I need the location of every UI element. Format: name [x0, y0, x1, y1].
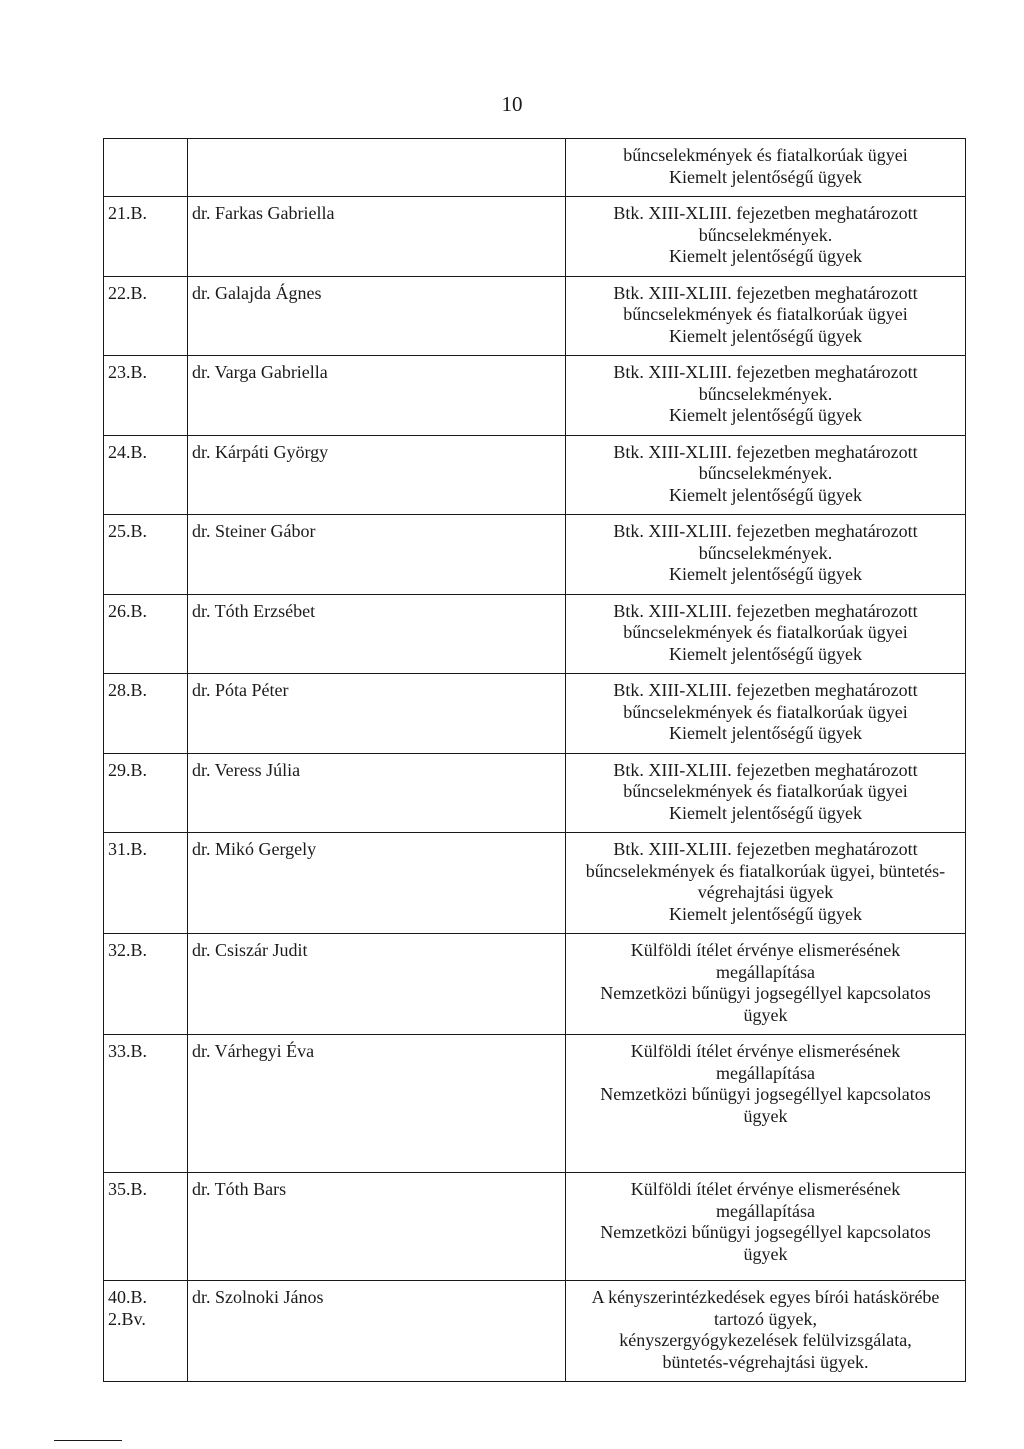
case-types	[566, 1281, 966, 1382]
case-type-line: Nemzetközi bűnügyi jogsegéllyel kapcsolatos	[600, 983, 931, 1003]
case-type-line: Kiemelt jelentőségű ügyek	[669, 166, 862, 187]
case-group-code: 26.B.	[104, 594, 188, 674]
case-type-line: Nemzetközi bűnügyi jogsegéllyel kapcsolatos	[600, 1222, 931, 1242]
case-type-line: Nemzetközi bűnügyi jogsegéllyel kapcsolatos	[600, 1084, 931, 1104]
case-type-line: Btk. XIII-XLIII. fejezetben meghatározott	[613, 441, 918, 462]
table-row	[104, 594, 966, 674]
case-type-line: megállapítása	[716, 1200, 815, 1221]
case-type-line: Kiemelt jelentőségű ügyek	[669, 246, 862, 266]
case-group-code: 40.B. 2.Bv.	[104, 1281, 188, 1382]
judge-name	[188, 139, 566, 197]
case-type-line: Kiemelt jelentőségű ügyek	[669, 802, 862, 823]
table-body	[104, 139, 966, 1382]
case-types	[566, 753, 966, 833]
judge-name: dr. Veress Júlia	[188, 753, 566, 833]
footnote-rule	[54, 1440, 122, 1441]
judge-name: dr. Várhegyi Éva	[188, 1035, 566, 1173]
table-row	[104, 1035, 966, 1173]
case-type-line: Btk. XIII-XLIII. fejezetben meghatározott	[613, 282, 918, 303]
case-type-line: Kiemelt jelentőségű ügyek	[669, 564, 862, 584]
case-type-line: Kiemelt jelentőségű ügyek	[669, 643, 862, 664]
case-type-line: ügyek	[743, 1004, 788, 1025]
table-row	[104, 934, 966, 1035]
case-type-line: Btk. XIII-XLIII. fejezetben meghatározott	[613, 203, 918, 223]
case-type-line: bűncselekmények és fiatalkorúak ügyei	[623, 781, 908, 801]
case-group-code: 24.B.	[104, 435, 188, 515]
case-type-line: bűncselekmények.	[698, 463, 833, 483]
judge-assignment-table	[103, 138, 966, 1382]
case-type-line: tartozó ügyek,	[714, 1308, 817, 1329]
page-number: 10	[501, 92, 523, 116]
case-type-line: megállapítása	[716, 1062, 815, 1083]
case-group-code: 21.B.	[104, 197, 188, 277]
table-row	[104, 276, 966, 356]
table-row	[104, 197, 966, 277]
case-group-code: 33.B.	[104, 1035, 188, 1173]
table-row	[104, 753, 966, 833]
judge-name: dr. Tóth Bars	[188, 1173, 566, 1281]
judge-name: dr. Kárpáti György	[188, 435, 566, 515]
case-type-line: ügyek	[743, 1105, 788, 1126]
judge-name: dr. Csiszár Judit	[188, 934, 566, 1035]
case-types	[566, 594, 966, 674]
case-type-line: Btk. XIII-XLIII. fejezetben meghatározott	[613, 759, 918, 780]
case-type-line: Btk. XIII-XLIII. fejezetben meghatározott	[613, 362, 918, 382]
case-group-code: 22.B.	[104, 276, 188, 356]
case-type-line: bűncselekmények és fiatalkorúak ügyei	[623, 701, 908, 722]
case-type-line: bűncselekmények.	[698, 542, 833, 563]
judge-name: dr. Tóth Erzsébet	[188, 594, 566, 674]
case-type-line: végrehajtási ügyek	[697, 882, 834, 902]
table-row	[104, 1173, 966, 1281]
table-row	[104, 674, 966, 754]
case-types	[566, 1035, 966, 1173]
judge-name: dr. Mikó Gergely	[188, 833, 566, 934]
case-type-line: Kiemelt jelentőségű ügyek	[669, 903, 862, 924]
case-type-line: bűncselekmények és fiatalkorúak ügyei	[623, 145, 908, 165]
case-type-line: Kiemelt jelentőségű ügyek	[669, 723, 862, 743]
case-group-code	[104, 139, 188, 197]
table-row	[104, 139, 966, 197]
case-type-line: kényszergyógykezelések felülvizsgálata,	[619, 1330, 912, 1350]
case-group-code: 28.B.	[104, 674, 188, 754]
case-types	[566, 515, 966, 595]
case-type-line: bűncselekmények és fiatalkorúak ügyei, büntetés-	[585, 860, 946, 881]
case-type-line: Külföldi ítélet érvénye elismerésének	[630, 1041, 901, 1061]
case-group-code: 29.B.	[104, 753, 188, 833]
case-types	[566, 674, 966, 754]
case-types	[566, 139, 966, 197]
table-row	[104, 833, 966, 934]
case-type-line: Btk. XIII-XLIII. fejezetben meghatározott	[613, 521, 918, 541]
case-type-line: A kényszerintézkedések egyes bírói hatáskörébe	[591, 1287, 940, 1307]
case-type-line: bűncselekmények és fiatalkorúak ügyei	[623, 622, 908, 642]
case-type-line: büntetés-végrehajtási ügyek.	[662, 1351, 869, 1372]
case-type-line: Btk. XIII-XLIII. fejezetben meghatározott	[613, 600, 918, 621]
judge-name: dr. Varga Gabriella	[188, 356, 566, 436]
case-type-line: Kiemelt jelentőségű ügyek	[669, 405, 862, 425]
case-type-line: bűncselekmények.	[698, 383, 833, 404]
table-row	[104, 1281, 966, 1382]
case-types	[566, 435, 966, 515]
case-group-code: 23.B.	[104, 356, 188, 436]
case-group-code: 32.B.	[104, 934, 188, 1035]
case-type-line: ügyek	[743, 1243, 788, 1264]
table-row	[104, 435, 966, 515]
case-type-line: Kiemelt jelentőségű ügyek	[669, 325, 862, 346]
case-types	[566, 356, 966, 436]
judge-name: dr. Steiner Gábor	[188, 515, 566, 595]
case-type-line: Btk. XIII-XLIII. fejezetben meghatározott	[613, 839, 918, 859]
case-types	[566, 833, 966, 934]
case-type-line: Külföldi ítélet érvénye elismerésének	[630, 940, 901, 960]
case-types	[566, 934, 966, 1035]
case-type-line: Kiemelt jelentőségű ügyek	[669, 484, 862, 505]
case-types	[566, 1173, 966, 1281]
judge-name: dr. Póta Péter	[188, 674, 566, 754]
case-types	[566, 197, 966, 277]
case-group-code: 31.B.	[104, 833, 188, 934]
case-type-line: Btk. XIII-XLIII. fejezetben meghatározott	[613, 680, 918, 700]
case-group-code: 25.B.	[104, 515, 188, 595]
case-type-line: bűncselekmények.	[698, 224, 833, 245]
case-type-line: megállapítása	[716, 961, 815, 982]
judge-name: dr. Galajda Ágnes	[188, 276, 566, 356]
case-type-line: Külföldi ítélet érvénye elismerésének	[630, 1179, 901, 1199]
case-type-line: bűncselekmények és fiatalkorúak ügyei	[623, 304, 908, 324]
table-row	[104, 356, 966, 436]
judge-name: dr. Szolnoki János	[188, 1281, 566, 1382]
judge-name: dr. Farkas Gabriella	[188, 197, 566, 277]
case-types	[566, 276, 966, 356]
table-row	[104, 515, 966, 595]
case-group-code: 35.B.	[104, 1173, 188, 1281]
